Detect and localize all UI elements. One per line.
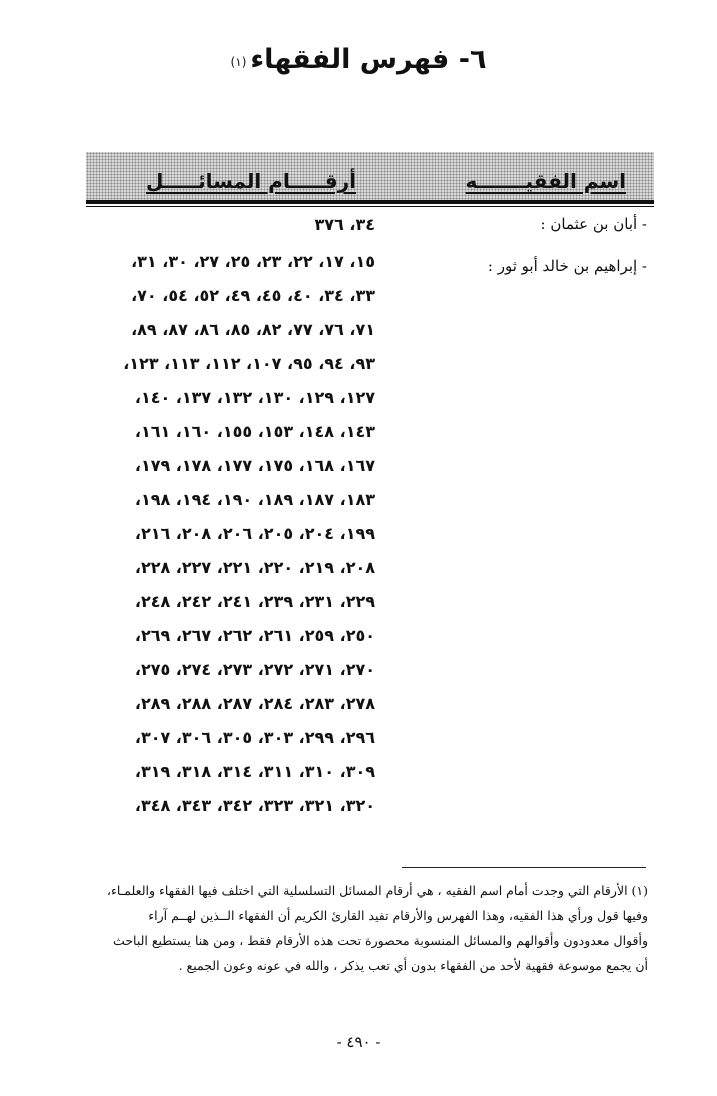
issue-numbers-line: ٢٧٨، ٢٨٣، ٢٨٤، ٢٨٧، ٢٨٨، ٢٨٩، [134,694,375,713]
issue-numbers-line: ٩٣، ٩٤، ٩٥، ١٠٧، ١١٢، ١١٣، ١٢٣، [123,354,375,373]
issue-numbers-line: ١٩٩، ٢٠٤، ٢٠٥، ٢٠٦، ٢٠٨، ٢١٦، [134,524,375,543]
issue-numbers-line: ٣٣، ٣٤، ٤٠، ٤٥، ٤٩، ٥٢، ٥٤، ٧٠، [131,286,375,305]
page-title-text: ٦- فهرس الفقهاء [250,44,487,75]
header-rule [86,206,654,207]
issue-numbers-line: ٣٤، ٣٧٦ [314,215,375,234]
issue-numbers-column-header: أرقـــــام المسائـــــل [146,169,356,193]
footnote-line: وفيها قول ورأي هذا الفقيه، وهذا الفهرس والأرقام تفيد القارئ الكريم أن الفقهاء الــذين لهــم آراء [148,908,648,923]
issue-numbers-line: ٢٧٠، ٢٧١، ٢٧٢، ٢٧٣، ٢٧٤، ٢٧٥، [134,660,375,679]
issue-numbers-line: ١٤٣، ١٤٨، ١٥٣، ١٥٥، ١٦٠، ١٦١، [134,422,375,441]
jurist-name: - إبراهيم بن خالد أبو ثور : [487,257,647,275]
footnote-line: (١) الأرقام التي وجدت أمام اسم الفقيه ، هي أرقام المسائل التسلسلية التي اختلف فيها الفقهاء والعلمـاء، [106,883,648,898]
jurist-name: - أبان بن عثمان : [540,215,647,233]
footnote [88,878,648,978]
page-number: - ٤٩٠ - [336,1033,381,1051]
issue-numbers-line: ١٥، ١٧، ٢٢، ٢٣، ٢٥، ٢٧، ٣٠، ٣١، [131,252,375,271]
footnote-line: وأقوال معدودون وأقوالهم والمسائل المنسوبة محصورة تحت هذه الأرقام فقط ، ومن هنا يستطيع الباحث [113,933,648,948]
jurist-name-column-header: اسم الفقيـــــــه [465,169,626,193]
issue-numbers-line: ١٦٧، ١٦٨، ١٧٥، ١٧٧، ١٧٨، ١٧٩، [134,456,375,475]
issue-numbers-line: ٣٢٠، ٣٢١، ٣٢٣، ٣٤٢، ٣٤٣، ٣٤٨، [134,796,375,815]
title-footnote-ref: (١) [230,55,247,69]
issue-numbers-line: ٢٢٩، ٢٣١، ٢٣٩، ٢٤١، ٢٤٢، ٢٤٨، [134,592,375,611]
issue-numbers-line: ١٨٣، ١٨٧، ١٨٩، ١٩٠، ١٩٤، ١٩٨، [134,490,375,509]
page-title [0,40,717,80]
issue-numbers-line: ١٢٧، ١٢٩، ١٣٠، ١٣٢، ١٣٧، ١٤٠، [134,388,375,407]
issue-numbers-line: ٣٠٩، ٣١٠، ٣١١، ٣١٤، ٣١٨، ٣١٩، [134,762,375,781]
issue-numbers-line: ٢٠٨، ٢١٩، ٢٢٠، ٢٢١، ٢٢٧، ٢٢٨، [134,558,375,577]
issue-numbers-line: ٢٩٦، ٢٩٩، ٣٠٣، ٣٠٥، ٣٠٦، ٣٠٧، [134,728,375,747]
table-header [86,152,654,204]
footnote-separator [402,867,646,868]
issue-numbers-line: ٧١، ٧٦، ٧٧، ٨٢، ٨٥، ٨٦، ٨٧، ٨٩، [131,320,375,339]
footnote-line: أن يجمع موسوعة فقهية لأحد من الفقهاء بدون أي تعب يذكر ، والله في عونه وعون الجميع . [178,958,648,973]
issue-numbers-line: ٢٥٠، ٢٥٩، ٢٦١، ٢٦٢، ٢٦٧، ٢٦٩، [134,626,375,645]
